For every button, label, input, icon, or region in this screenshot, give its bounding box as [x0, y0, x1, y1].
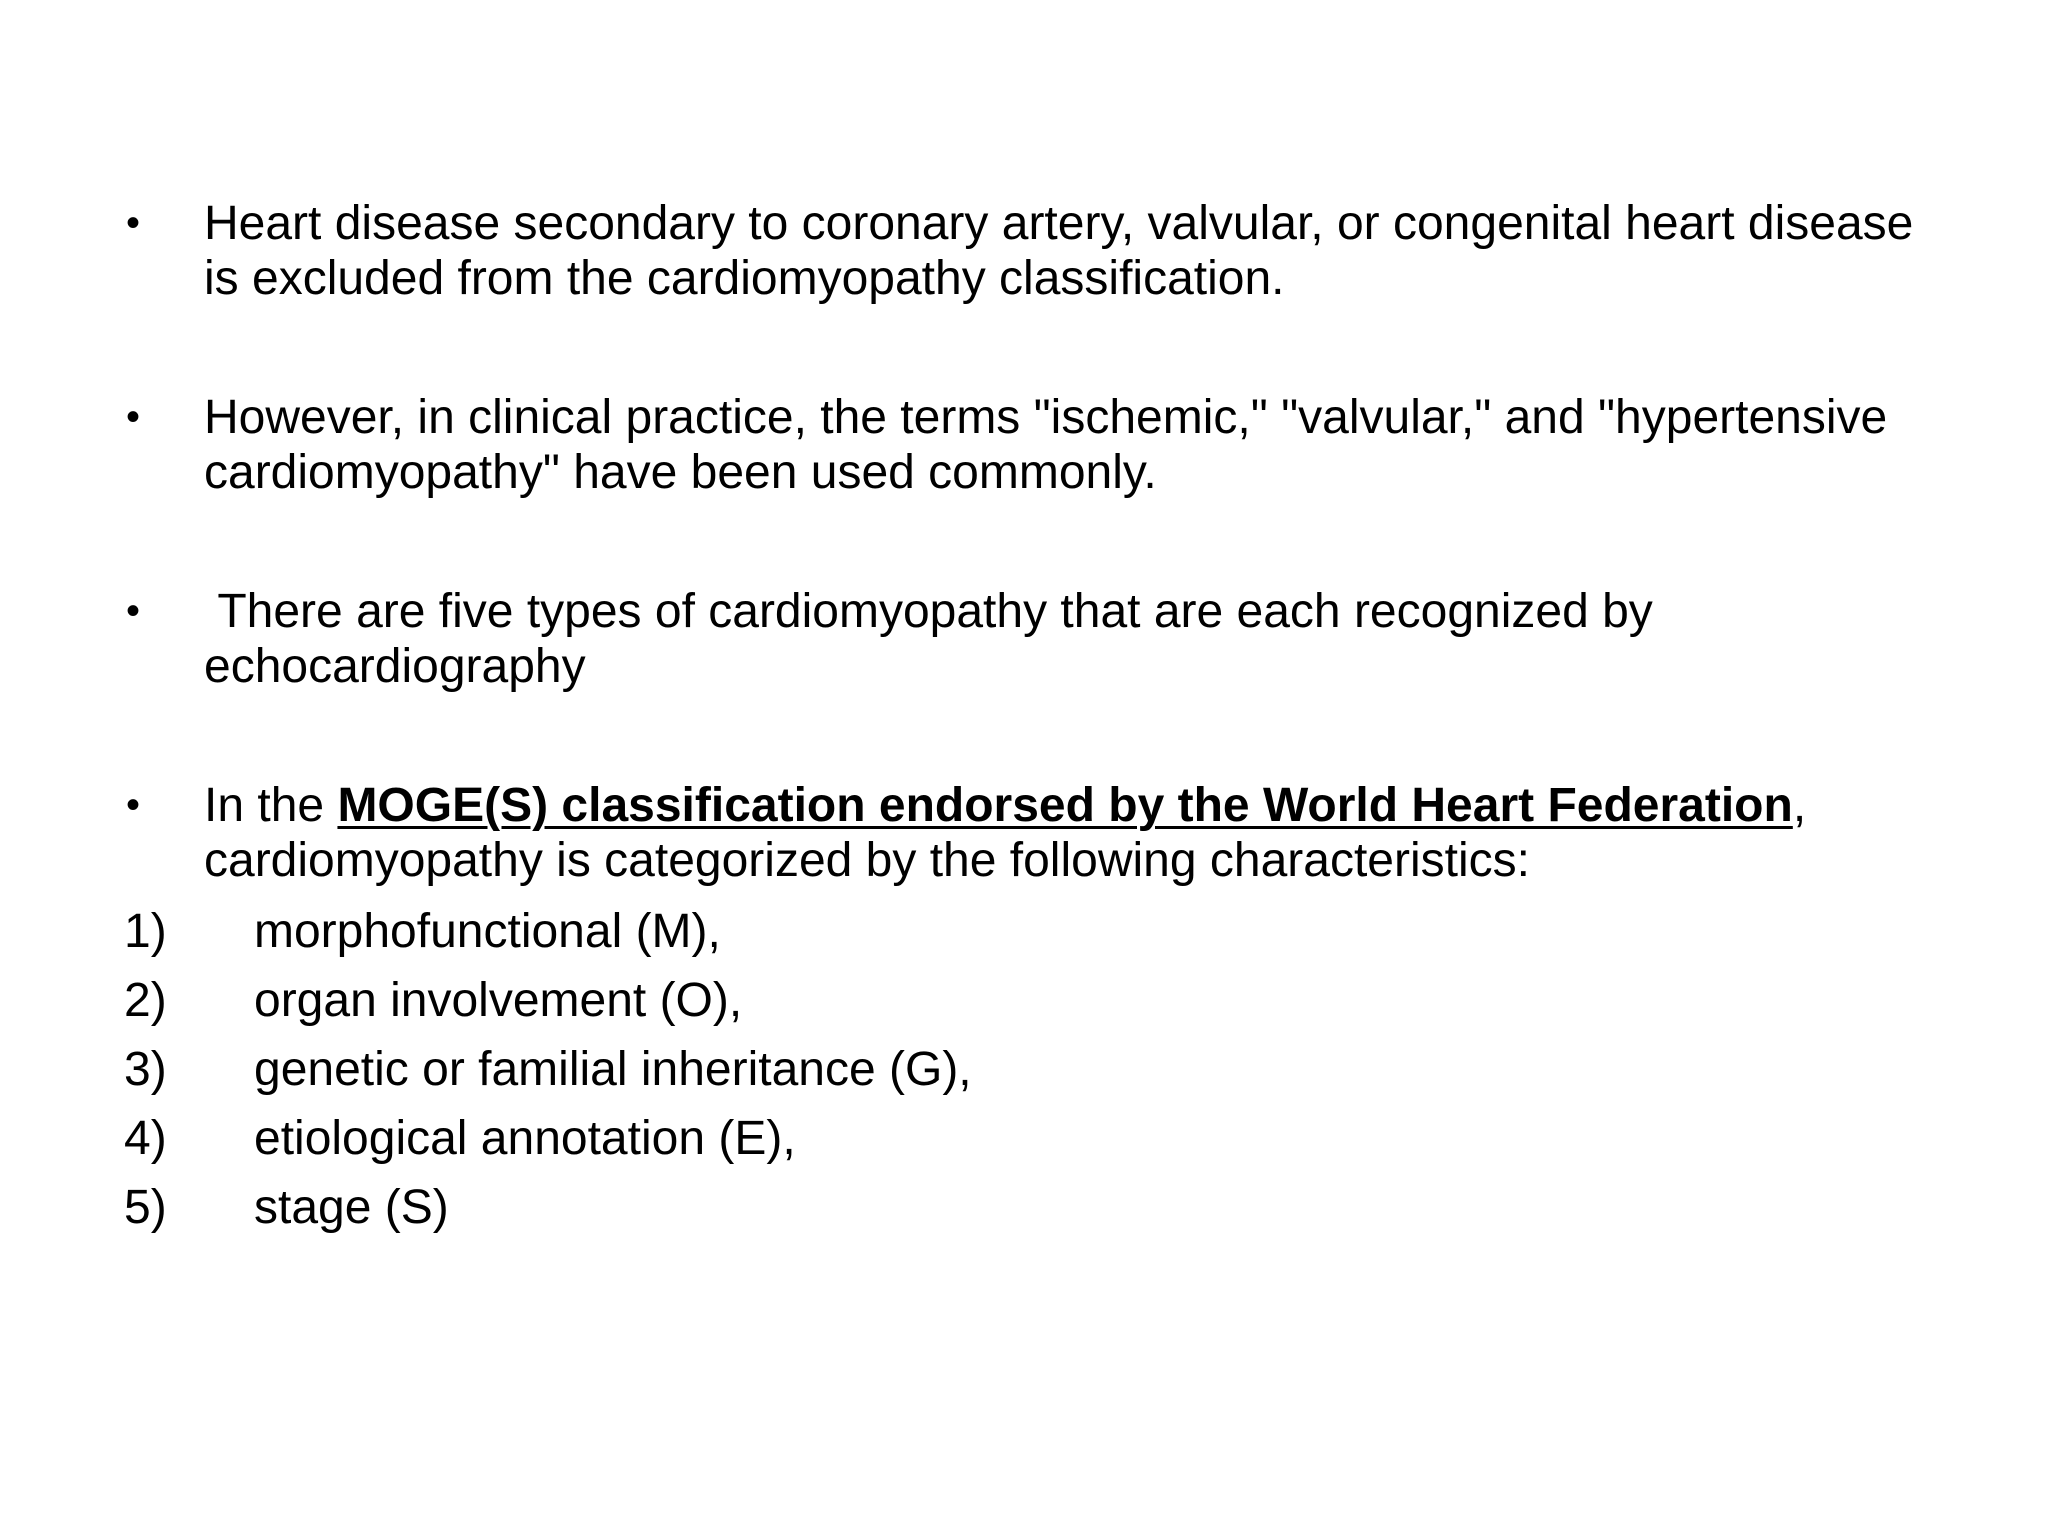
bullet-item-4	[118, 778, 1948, 888]
list-number: 4)	[124, 1112, 167, 1165]
bullet-icon: •	[126, 201, 141, 245]
list-item-text: morphofunctional (M),	[254, 905, 721, 958]
bullet-icon: •	[126, 395, 141, 439]
bullet-text-pre: In the	[204, 779, 338, 832]
bullet-item-1	[118, 196, 1948, 306]
moges-classification-emphasis: MOGE(S) classification endorsed by the World Heart Federation	[337, 779, 1793, 832]
bullet-text: Heart disease secondary to coronary artery, valvular, or congenital heart disease is excluded from the cardiomyopathy classification.	[204, 197, 1914, 305]
list-number: 2)	[124, 974, 167, 1027]
list-item-text: etiological annotation (E),	[254, 1112, 796, 1165]
list-item-text: genetic or familial inheritance (G),	[254, 1043, 972, 1096]
list-item	[124, 966, 972, 1035]
bullet-icon: •	[126, 783, 141, 827]
list-number: 5)	[124, 1181, 167, 1234]
bullet-text-post: , cardiomyopathy is categorized by the following characteristics:	[204, 779, 1807, 887]
bullet-item-2	[118, 390, 1948, 500]
bullet-text: There are five types of cardiomyopathy that are each recognized by echocardiography	[204, 585, 1667, 693]
bullet-item-3	[118, 584, 1948, 694]
list-item	[124, 897, 972, 966]
list-item	[124, 1104, 972, 1173]
list-item	[124, 1173, 972, 1242]
bullet-icon: •	[126, 589, 141, 633]
list-item-text: stage (S)	[254, 1181, 449, 1234]
characteristics-list	[124, 897, 972, 1242]
list-item-text: organ involvement (O),	[254, 974, 743, 1027]
bullet-list	[118, 196, 1948, 896]
list-number: 3)	[124, 1043, 167, 1096]
bullet-text: However, in clinical practice, the terms "ischemic," "valvular," and "hypertensive cardiomyopathy" have been used commonly.	[204, 391, 1888, 499]
list-number: 1)	[124, 905, 167, 958]
list-item	[124, 1035, 972, 1104]
